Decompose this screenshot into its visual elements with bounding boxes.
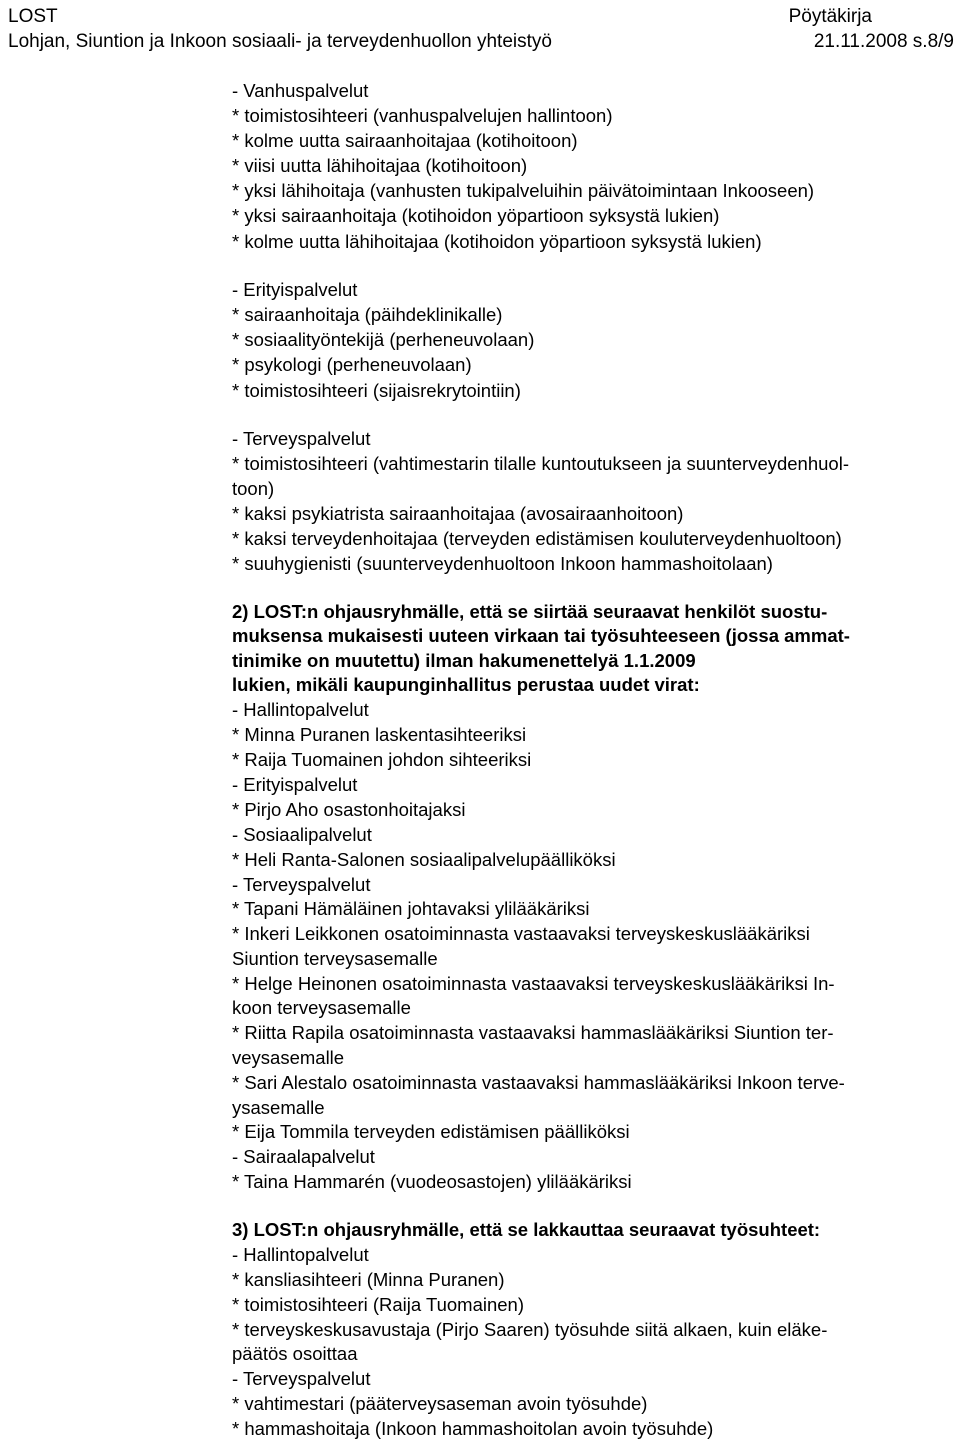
text-line: * kansliasihteeri (Minna Puranen) <box>232 1269 505 1290</box>
text-line: * Sari Alestalo osatoiminnasta vastaavaksi hammaslääkäriksi Inkoon terve- <box>232 1072 845 1093</box>
text-line: * toimistosihteeri (vahtimestarin tilalle kuntoutukseen ja suunterveydenhuol- <box>232 453 849 474</box>
text-line: - Hallintopalvelut <box>232 699 369 720</box>
header-org: LOST <box>8 6 58 27</box>
text-line: * toimistosihteeri (sijaisrekrytointiin) <box>232 380 521 401</box>
text-line: * toimistosihteeri (vanhuspalvelujen hallintoon) <box>232 105 613 126</box>
text-line: * Pirjo Aho osastonhoitajaksi <box>232 799 466 820</box>
text-line: * psykologi (perheneuvolaan) <box>232 354 472 375</box>
section-heading-line: 2) LOST:n ohjausryhmälle, että se siirtää seuraavat henkilöt suostu- <box>232 601 828 622</box>
text-line: * toimistosihteeri (Raija Tuomainen) <box>232 1294 525 1315</box>
text-line: * Riitta Rapila osatoiminnasta vastaavaksi hammaslääkäriksi Siuntion ter- <box>232 1022 834 1043</box>
text-line: * Taina Hammarén (vuodeosastojen) ylilääkäriksi <box>232 1171 632 1192</box>
text-line: päätös osoittaa <box>232 1343 358 1364</box>
text-line: - Terveyspalvelut <box>232 428 371 449</box>
text-line: - Erityispalvelut <box>232 279 358 300</box>
header-doc-type: Pöytäkirja <box>788 6 872 27</box>
text-line: - Sosiaalipalvelut <box>232 824 372 845</box>
text-line: * kaksi terveydenhoitajaa (terveyden edistämisen kouluterveydenhuoltoon) <box>232 528 842 549</box>
text-line: * vahtimestari (pääterveysaseman avoin työsuhde) <box>232 1393 648 1414</box>
text-line: - Terveyspalvelut <box>232 1368 371 1389</box>
text-line: * viisi uutta lähihoitajaa (kotihoitoon) <box>232 155 528 176</box>
text-line: * Inkeri Leikkonen osatoiminnasta vastaavaksi terveyskeskuslääkäriksi <box>232 923 810 944</box>
header-date-page: 21.11.2008 s.8/9 <box>813 31 954 52</box>
text-line: * sairaanhoitaja (päihdeklinikalle) <box>232 304 503 325</box>
section-heading-line: lukien, mikäli kaupunginhallitus perustaa uudet virat: <box>232 674 700 695</box>
text-line: * kolme uutta sairaanhoitajaa (kotihoitoon) <box>232 130 578 151</box>
text-line: * suuhygienisti (suunterveydenhuoltoon Inkoon hammashoitolaan) <box>232 553 773 574</box>
text-line: * Minna Puranen laskentasihteeriksi <box>232 724 527 745</box>
text-line: - Terveyspalvelut <box>232 874 371 895</box>
text-line: - Vanhuspalvelut <box>232 80 369 101</box>
text-line: ysasemalle <box>232 1097 325 1118</box>
text-line: * kaksi psykiatrista sairaanhoitajaa (avosairaanhoitoon) <box>232 503 684 524</box>
text-line: - Erityispalvelut <box>232 774 358 795</box>
text-line: Siuntion terveysasemalle <box>232 948 438 969</box>
text-line: * kolme uutta lähihoitajaa (kotihoidon yöpartioon syksystä lukien) <box>232 231 762 252</box>
text-line: koon terveysasemalle <box>232 997 411 1018</box>
text-line: - Sairaalapalvelut <box>232 1146 375 1167</box>
section-heading-line: muksensa mukaisesti uuteen virkaan tai työsuhteeseen (jossa ammat- <box>232 625 850 646</box>
text-line: veysasemalle <box>232 1047 345 1068</box>
text-line: * sosiaalityöntekijä (perheneuvolaan) <box>232 329 535 350</box>
section-heading-line: 3) LOST:n ohjausryhmälle, että se lakkauttaa seuraavat työsuhteet: <box>232 1219 821 1240</box>
text-line: * yksi lähihoitaja (vanhusten tukipalveluihin päivätoimintaan Inkooseen) <box>232 180 815 201</box>
text-line: toon) <box>232 478 275 499</box>
text-line: * Raija Tuomainen johdon sihteeriksi <box>232 749 532 770</box>
text-line: * Eija Tommila terveyden edistämisen päälliköksi <box>232 1121 630 1142</box>
header-subtitle: Lohjan, Siuntion ja Inkoon sosiaali- ja terveydenhuollon yhteistyö <box>8 31 552 52</box>
text-line: * Tapani Hämäläinen johtavaksi ylilääkäriksi <box>232 898 590 919</box>
text-line: * Helge Heinonen osatoiminnasta vastaavaksi terveyskeskuslääkäriksi In- <box>232 973 835 994</box>
text-line: * yksi sairaanhoitaja (kotihoidon yöpartioon syksystä lukien) <box>232 205 720 226</box>
text-line: * hammashoitaja (Inkoon hammashoitolan avoin työsuhde) <box>232 1418 714 1439</box>
text-line: * terveyskeskusavustaja (Pirjo Saaren) työsuhde siitä alkaen, kuin eläke- <box>232 1319 828 1340</box>
text-line: - Hallintopalvelut <box>232 1244 369 1265</box>
section-heading-line: tinimike on muutettu) ilman hakumenettelyä 1.1.2009 <box>232 650 696 671</box>
text-line: * Heli Ranta-Salonen sosiaalipalvelupäälliköksi <box>232 849 616 870</box>
